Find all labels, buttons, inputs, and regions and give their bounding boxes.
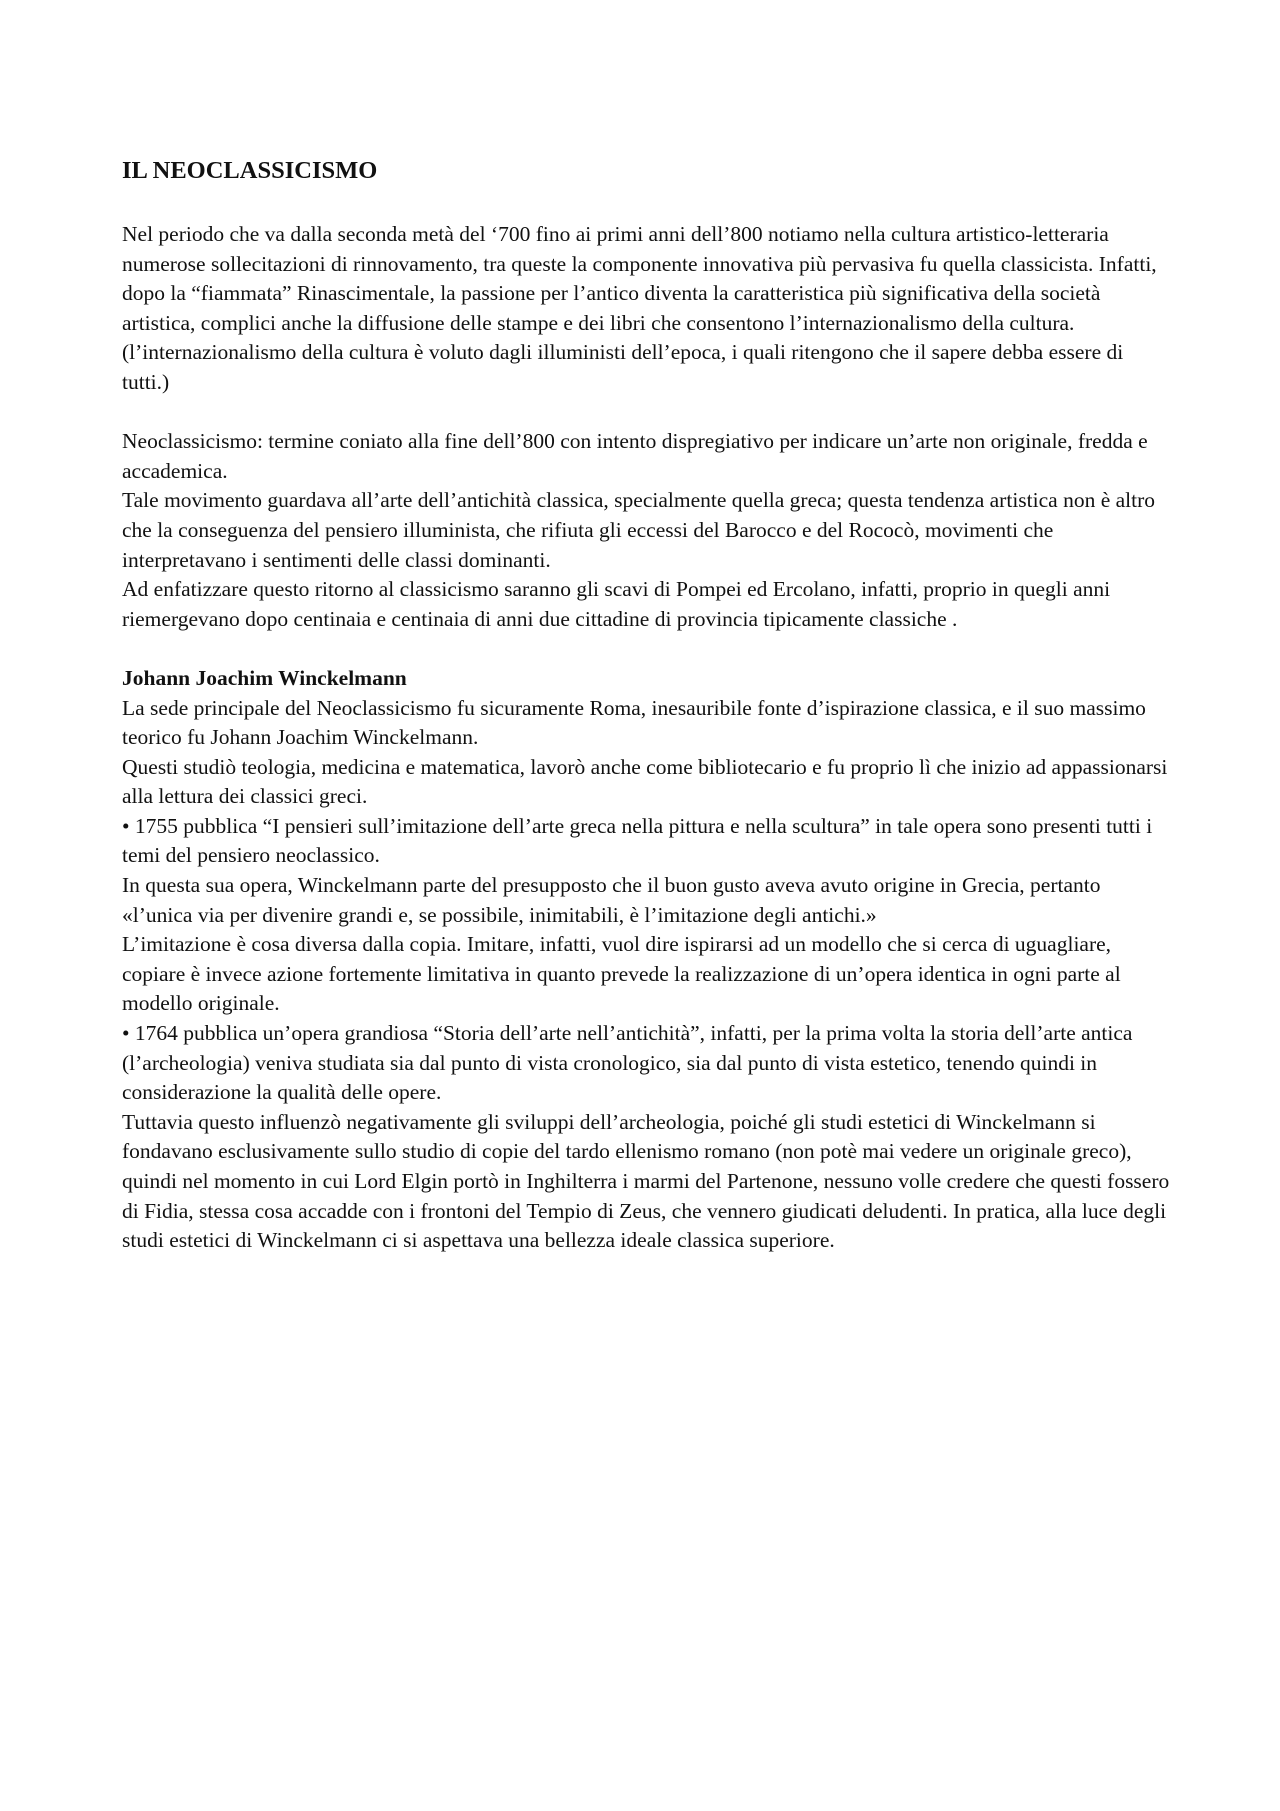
- movement-paragraph: Tale movimento guardava all’arte dell’antichità classica, specialmente quella greca; questa tendenza artistica non è altro che la conseguenza del pensiero illuminista, che rifiuta gli eccessi del Barocco e del Rococò, movimenti che interpretavano i sentimenti delle classi dominanti.: [122, 488, 1156, 572]
- good-taste-paragraph: In questa sua opera, Winckelmann parte del presupposto che il buon gusto aveva avuto origine in Grecia, pertanto «l’unica via per divenire grandi e, se possibile, inimitabili, è l’imitazione degli antichi.»: [122, 873, 1101, 927]
- intro-paragraph: Nel periodo che va dalla seconda metà del ‘700 fino ai primi anni dell’800 notiamo nella cultura artistico-letteraria numerose sollecitazioni di rinnovamento, tra queste la componente innovativa più pervasiva fu quella classicista. Infatti, dopo la “fiammata” Rinascimentale, la passione per l’antico diventa la caratteristica più significativa della società artistica, complici anche la diffusione delle stampe e dei libri che consentono l’internazionalismo della cultura. (l’internazionalismo della cultura è voluto dagli illuministi dell’epoca, i quali ritengono che il sapere debba essere di tutti.): [122, 222, 1157, 394]
- roma-paragraph: La sede principale del Neoclassicismo fu sicuramente Roma, inesauribile fonte d’ispirazione classica, e il suo massimo teorico fu Johann Joachim Winckelmann.: [122, 695, 1146, 750]
- paragraph-gap: [122, 398, 1172, 428]
- archeology-paragraph: Tuttavia questo influenzò negativamente gli sviluppi dell’archeologia, poiché gli studi estetici di Winckelmann si fondavano esclusivamente sullo studio di copie del tardo ellenismo romano (non potè mai vedere un originale greco), quindi nel momento in cui Lord Elgin portò in Inghilterra i marmi del Partenone, nessuno volle credere che questi fossero di Fidia, stessa cosa accadde con i frontoni del Tempio di Zeus, che vennero giudicati deludenti. In pratica, alla luce degli studi estetici di Winckelmann ci si aspettava una bellezza ideale classica superiore.: [122, 1109, 1170, 1253]
- document-page: [122, 154, 1172, 1256]
- bullet-1755-paragraph: • 1755 pubblica “I pensieri sull’imitazione dell’arte greca nella pittura e nella scultura” in tale opera sono presenti tutti i temi del pensiero neoclassico.: [122, 813, 1153, 868]
- pompei-paragraph: Ad enfatizzare questo ritorno al classicismo saranno gli scavi di Pompei ed Ercolano, infatti, proprio in quegli anni riemergevano dopo centinaia e centinaia di anni due cittadine di provincia tipicamente classiche .: [122, 577, 1111, 631]
- imitation-paragraph: L’imitazione è cosa diversa dalla copia. Imitare, infatti, vuol dire ispirarsi ad un modello che si cerca di uguagliare, copiare è invece azione fortemente limitativa in quanto prevede la realizzazione di un’opera identica in ogni parte al modello originale.: [122, 932, 1121, 1016]
- document-title: IL NEOCLASSICISMO: [122, 157, 378, 184]
- winckelmann-heading: Johann Joachim Winckelmann: [122, 665, 407, 690]
- neoclassicism-definition-paragraph: Neoclassicismo: termine coniato alla fine dell’800 con intento dispregiativo per indicare un’arte non originale, fredda e accademica.: [122, 429, 1148, 483]
- paragraph-gap: [122, 634, 1172, 664]
- bullet-1764-paragraph: • 1764 pubblica un’opera grandiosa “Storia dell’arte nell’antichità”, infatti, per la prima volta la storia dell’arte antica (l’archeologia) veniva studiata sia dal punto di vista cronologico, sia dal punto di vista estetico, tenendo quindi in considerazione la qualità delle opere.: [122, 1021, 1133, 1105]
- studies-paragraph: Questi studiò teologia, medicina e matematica, lavorò anche come bibliotecario e fu proprio lì che inizio ad appassionarsi alla lettura dei classici greci.: [122, 754, 1168, 809]
